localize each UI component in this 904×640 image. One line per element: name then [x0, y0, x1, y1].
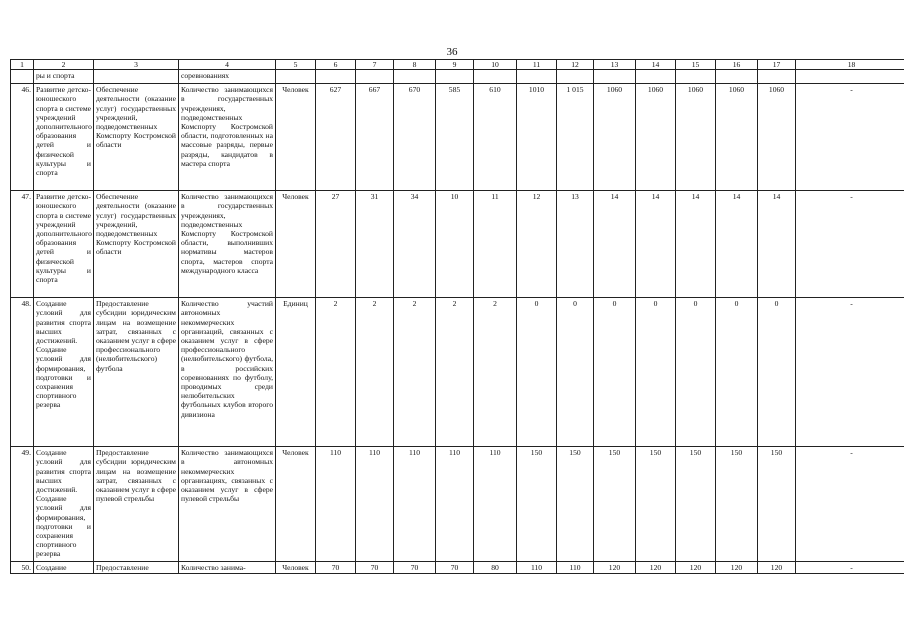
value-cell: 150	[716, 447, 758, 562]
column-number: 16	[716, 60, 758, 70]
measure-cell: Обеспечение деятельности (оказание услуг) государственных учреждений, подведомственных Комспорту Костромской области	[94, 191, 179, 298]
table-row	[11, 298, 904, 447]
value-cell: 31	[356, 191, 394, 298]
value-cell: 667	[356, 84, 394, 191]
continuation-row	[11, 70, 904, 84]
column-number: 14	[636, 60, 676, 70]
value-cell: 110	[316, 447, 356, 562]
value-cell: 150	[517, 447, 557, 562]
event-cell: Создание	[34, 562, 94, 574]
value-cell: 0	[758, 298, 796, 447]
measure-cell: Обеспечение деятельности (оказание услуг) государственных учреждений, подведомственных Комспорту Костромской области	[94, 84, 179, 191]
value-cell: 1060	[594, 84, 636, 191]
value-cell: 2	[394, 298, 436, 447]
indicator-cell: Количество занимающихся в государственных учреждениях, подведомственных Комспорту Костромской области, подготовленных на массовые разряды, первые разряды, кандидатов в мастера спорта	[179, 84, 276, 191]
continuation-event: ры и спорта	[34, 70, 94, 84]
column-number: 17	[758, 60, 796, 70]
unit-cell: Человек	[276, 562, 316, 574]
page-number: 36	[446, 46, 458, 58]
value-cell: 110	[474, 447, 517, 562]
value-cell: 70	[356, 562, 394, 574]
value-cell: 670	[394, 84, 436, 191]
column-number: 10	[474, 60, 517, 70]
value-cell: 70	[436, 562, 474, 574]
value-cell: 150	[557, 447, 594, 562]
column-number: 11	[517, 60, 557, 70]
column-number: 4	[179, 60, 276, 70]
note-cell: -	[796, 84, 904, 191]
unit-cell: Человек	[276, 447, 316, 562]
value-cell: 0	[716, 298, 758, 447]
value-cell: 2	[436, 298, 474, 447]
row-number: 50.	[11, 562, 34, 574]
value-cell: 120	[636, 562, 676, 574]
indicator-cell: Количество занимающихся в автономных некоммерческих организациях, связанных с оказанием услуг в сфере пулевой стрельбы	[179, 447, 276, 562]
value-cell: 110	[557, 562, 594, 574]
continuation-indicator: соревнованиях	[179, 70, 276, 84]
column-number: 6	[316, 60, 356, 70]
value-cell: 150	[758, 447, 796, 562]
event-cell: Развитие детско-юношеского спорта в системе учреждений дополнительного образования детей и физической культуры и спорта	[34, 191, 94, 298]
row-number: 48.	[11, 298, 34, 447]
value-cell: 2	[474, 298, 517, 447]
value-cell: 110	[356, 447, 394, 562]
value-cell: 0	[636, 298, 676, 447]
value-cell: 0	[676, 298, 716, 447]
value-cell: 14	[636, 191, 676, 298]
value-cell: 13	[557, 191, 594, 298]
table-row	[11, 84, 904, 191]
column-number: 18	[796, 60, 904, 70]
unit-cell: Человек	[276, 191, 316, 298]
row-number: 49.	[11, 447, 34, 562]
table-row	[11, 562, 904, 574]
row-number: 46.	[11, 84, 34, 191]
value-cell: 120	[676, 562, 716, 574]
value-cell: 120	[716, 562, 758, 574]
note-cell: -	[796, 562, 904, 574]
column-number: 1	[11, 60, 34, 70]
value-cell: 0	[517, 298, 557, 447]
table-row	[11, 191, 904, 298]
value-cell: 120	[758, 562, 796, 574]
column-number: 5	[276, 60, 316, 70]
measure-cell: Предоставление	[94, 562, 179, 574]
event-cell: Создание условий для развития спорта высших достижений. Создание условий для формирования, подготовки и сохранения спортивного резерва	[34, 447, 94, 562]
value-cell: 0	[594, 298, 636, 447]
column-number: 3	[94, 60, 179, 70]
value-cell: 110	[436, 447, 474, 562]
column-number: 8	[394, 60, 436, 70]
value-cell: 14	[758, 191, 796, 298]
column-number: 12	[557, 60, 594, 70]
value-cell: 80	[474, 562, 517, 574]
value-cell: 150	[676, 447, 716, 562]
value-cell: 27	[316, 191, 356, 298]
value-cell: 14	[676, 191, 716, 298]
value-cell: 70	[316, 562, 356, 574]
value-cell: 2	[356, 298, 394, 447]
column-number: 7	[356, 60, 394, 70]
value-cell: 14	[594, 191, 636, 298]
value-cell: 1010	[517, 84, 557, 191]
column-number: 15	[676, 60, 716, 70]
value-cell: 585	[436, 84, 474, 191]
unit-cell: Человек	[276, 84, 316, 191]
value-cell: 627	[316, 84, 356, 191]
value-cell: 120	[594, 562, 636, 574]
value-cell: 1 015	[557, 84, 594, 191]
note-cell: -	[796, 191, 904, 298]
value-cell: 610	[474, 84, 517, 191]
value-cell: 2	[316, 298, 356, 447]
column-number-row	[11, 60, 904, 70]
value-cell: 70	[394, 562, 436, 574]
event-cell: Развитие детско-юношеского спорта в системе учреждений дополнительного образования детей и физической культуры и спорта	[34, 84, 94, 191]
unit-cell: Единиц	[276, 298, 316, 447]
event-cell: Создание условий для развития спорта высших достижений. Создание условий для формирования, подготовки и сохранения спортивного резерва	[34, 298, 94, 447]
value-cell: 1060	[758, 84, 796, 191]
value-cell: 14	[716, 191, 758, 298]
row-number: 47.	[11, 191, 34, 298]
value-cell: 1060	[716, 84, 758, 191]
measure-cell: Предоставление субсидии юридическим лицам на возмещение затрат, связанных с оказанием услуг в сфере профессионального (нелюбительского) футбола	[94, 298, 179, 447]
value-cell: 0	[557, 298, 594, 447]
value-cell: 110	[394, 447, 436, 562]
value-cell: 10	[436, 191, 474, 298]
value-cell: 1060	[676, 84, 716, 191]
column-number: 13	[594, 60, 636, 70]
indicator-cell: Количество занима-	[179, 562, 276, 574]
table-row	[11, 447, 904, 562]
column-number: 2	[34, 60, 94, 70]
value-cell: 110	[517, 562, 557, 574]
indicator-cell: Количество занимающихся в государственных учреждениях, подведомственных Комспорту Костромской области, выполнивших нормативы мастеров спорта, мастеров спорта международного класса	[179, 191, 276, 298]
note-cell: -	[796, 298, 904, 447]
column-number: 9	[436, 60, 474, 70]
value-cell: 1060	[636, 84, 676, 191]
measure-cell: Предоставление субсидии юридическим лицам на возмещение затрат, связанных с оказанием услуг в сфере пулевой стрельбы	[94, 447, 179, 562]
indicator-cell: Количество участий автономных некоммерческих организаций, связанных с оказанием услуг в сфере профессионального (нелюбительского) футбола, в российских соревнованиях по футболу, проводимых среди нелюбительских футбольных клубов второго дивизиона	[179, 298, 276, 447]
value-cell: 150	[594, 447, 636, 562]
value-cell: 11	[474, 191, 517, 298]
value-cell: 12	[517, 191, 557, 298]
indicators-table	[10, 59, 904, 574]
note-cell: -	[796, 447, 904, 562]
value-cell: 34	[394, 191, 436, 298]
value-cell: 150	[636, 447, 676, 562]
